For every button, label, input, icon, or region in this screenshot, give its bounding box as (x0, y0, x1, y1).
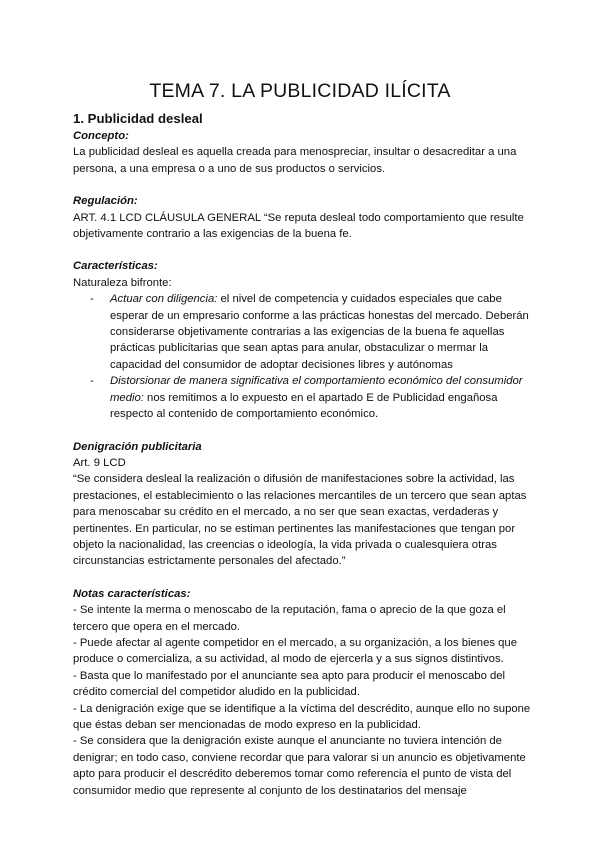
concepto-text: La publicidad desleal es aquella creada para menospreciar, insultar o desacreditar a una persona, a una empresa o a uno de sus productos o servicios. (73, 146, 517, 175)
caracteristicas-label: Características: (73, 260, 158, 273)
bullet-text: el nivel de competencia y cuidados especiales que cabe esperar de un empresario conforme a las prácticas honestas del mercado. Deberán considerarse objetivamente contrarias a las exigencias de la buena fe aquellas prácticas publicitarias que sean aptas para anular, obstaculizar o mermar la capacidad del consumidor de adoptar decisiones libres y autónomas (110, 293, 529, 371)
caracteristicas-list (73, 291, 533, 422)
spacer (73, 570, 533, 586)
list-item (73, 373, 533, 422)
nota-item: - Se intente la merma o menoscabo de la reputación, fama o aprecio de la que goza el tercero que opera en el mercado. (73, 604, 506, 633)
document-title: TEMA 7. LA PUBLICIDAD ILÍCITA (149, 80, 451, 102)
spacer (73, 423, 533, 439)
concepto-label: Concepto: (73, 130, 129, 142)
denigracion-text: “Se considera desleal la realización o difusión de manifestaciones sobre la actividad, las prestaciones, el establecimiento o las relaciones mercantiles de un tercero que sean aptas para menoscabar su crédito en el mercado, a no ser que sean exactas, verdaderas y pertinentes. En particular, no se estiman pertinentes las manifestaciones que tengan por objeto la nacionalidad, las creencias o ideología, la vida privada o cualesquiera otras circunstancias estrictamente personales del afectado.” (73, 473, 527, 568)
dash-bullet: - (90, 293, 94, 306)
spacer (73, 242, 533, 258)
bullet-lead: Actuar con diligencia: (110, 293, 218, 306)
list-item (73, 291, 533, 373)
caracteristicas-intro: Naturaleza bifronte: (73, 276, 172, 289)
spacer (73, 177, 533, 193)
notas-label: Notas características: (73, 587, 191, 600)
bullet-lead: Distorsionar de manera significativa el comportamiento económico del consumidor medio: (110, 375, 523, 404)
dash-bullet: - (90, 375, 94, 388)
bullet-text: nos remitimos a lo expuesto en el apartado E de Publicidad engañosa respecto al contenido de comportamiento económico. (110, 391, 498, 421)
nota-item: - Basta que lo manifestado por el anunciante sea apto para producir el menoscabo del crédito comercial del competidor aludido en la publicidad. (73, 669, 506, 699)
regulacion-label: Regulación: (73, 195, 138, 208)
section-heading: 1. Publicidad desleal (73, 111, 203, 126)
denigracion-label: Denigración publicitaria (73, 440, 202, 453)
nota-item: - Puede afectar al agente competidor en el mercado, a su organización, a los bienes que produce o comercializa, a su actividad, al modo de ejercerla y a sus signos distintivos. (73, 636, 517, 666)
regulacion-text: ART. 4.1 LCD CLÁUSULA GENERAL “Se reputa desleal todo comportamiento que resulte objetivamente contrario a las exigencias de la buena fe. (73, 211, 524, 241)
nota-item: - La denigración exige que se identifique a la víctima del descrédito, aunque ello no supone que éstas deban ser mencionadas de modo expreso en la publicidad. (73, 702, 531, 731)
document-body (73, 110, 533, 799)
nota-item: - Se considera que la denigración existe aunque el anunciante no tuviera intención de denigrar; en todo caso, conviene recordar que para valorar si un anuncio es objetivamente apto para producir el descrédito deberemos tomar como referencia el punto de vista del consumidor medio que represente al conjunto de los destinatarios del mensaje (73, 735, 526, 797)
denigracion-article: Art. 9 LCD (73, 456, 126, 469)
